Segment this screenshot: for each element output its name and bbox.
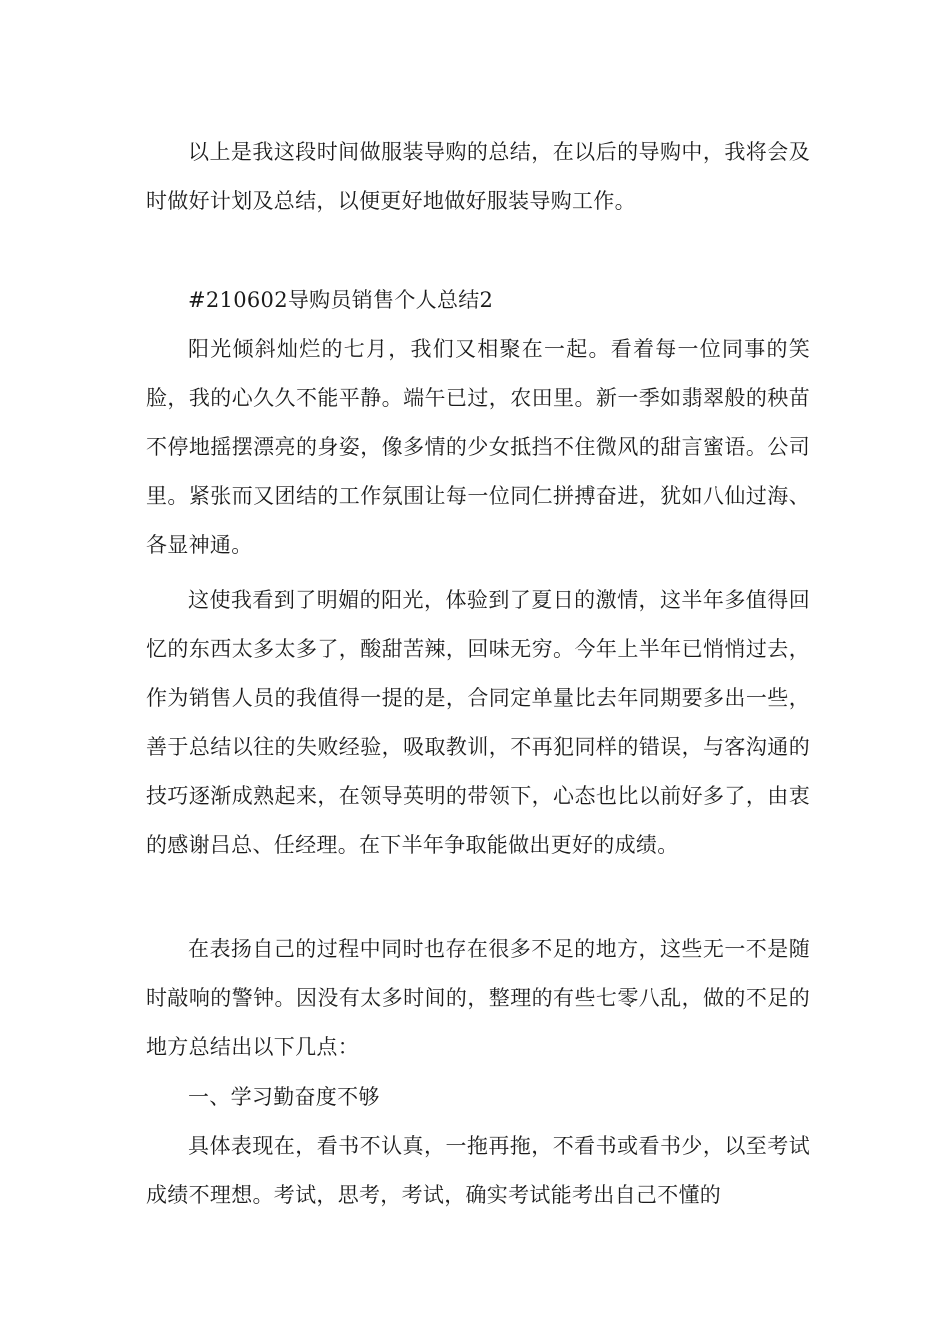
paragraph-shortcomings: 在表扬自己的过程中同时也存在很多不足的地方，这些无一不是随时敲响的警钟。因没有太多时间的，整理的有些七零八乱，做的不足的地方总结出以下几点： <box>146 937 810 1059</box>
paragraph-conclusion: 以上是我这段时间做服装导购的总结，在以后的导购中，我将会及时做好计划及总结，以便更好地做好服装导购工作。 <box>146 140 810 213</box>
paragraph-half-year: 这使我看到了明媚的阳光，体验到了夏日的激情，这半年多值得回忆的东西太多太多了，酸甜苦辣，回味无穷。今年上半年已悄悄过去，作为销售人员的我值得一提的是，合同定单量比去年同期要多出一些，善于总结以往的失败经验，吸取教训，不再犯同样的错误，与客沟通的技巧逐渐成熟起来，在领导英明的带领下，心态也比以前好多了，由衷的感谢吕总、任经理。在下半年争取能做出更好的成绩。 <box>146 588 810 857</box>
paragraph-july: 阳光倾斜灿烂的七月，我们又相聚在一起。看着每一位同事的笑脸，我的心久久不能平静。端午已过，农田里。新一季如翡翠般的秧苗不停地摇摆漂亮的身姿，像多情的少女抵挡不住微风的甜言蜜语。公司里。紧张而又团结的工作氛围让每一位同仁拼搏奋进，犹如八仙过海、各显神通。 <box>146 337 810 557</box>
subheading-study: 一、学习勤奋度不够 <box>188 1085 380 1109</box>
section-heading: #210602导购员销售个人总结2 <box>188 288 494 312</box>
paragraph-study-details: 具体表现在，看书不认真，一拖再拖，不看书或看书少，以至考试成绩不理想。考试，思考，考试，确实考试能考出自己不懂的 <box>146 1134 810 1207</box>
